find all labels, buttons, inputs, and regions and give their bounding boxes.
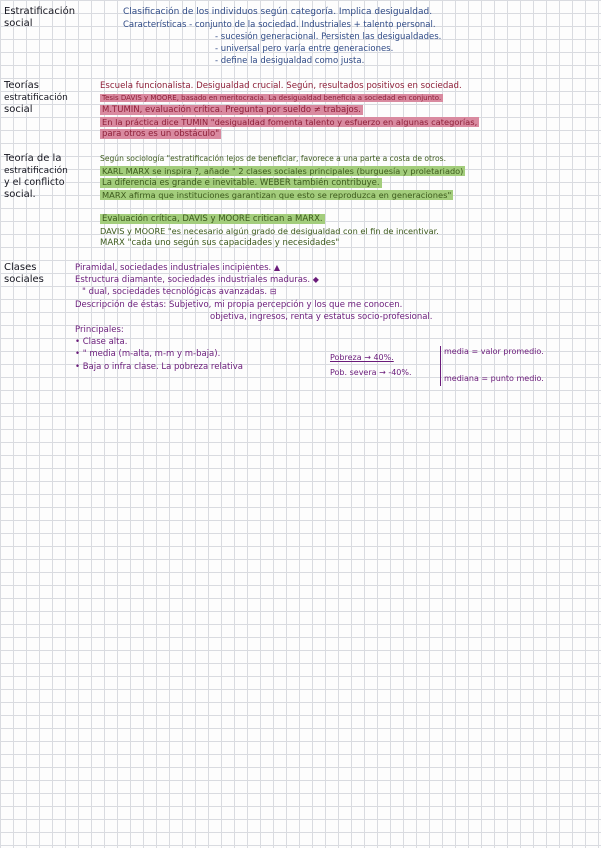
note-line: Piramidal, sociedades industriales incipientes. [75,263,272,273]
heading-line: Teoría de la [4,153,62,164]
heading-line: social. [4,189,36,200]
pyramid-icon: ▲ [273,263,281,272]
highlighted-note: En la práctica dice TUMIN "desigualdad fomenta talento y esfuerzo en algunas categorías, [102,117,478,127]
note-line: • " media (m-alta, m-m y m-baja). [75,349,221,359]
highlighted-note: Evaluación crítica, DAVIS y MOORE critican a MARX. [102,214,323,224]
media-definition: media = valor promedio. [444,347,544,356]
note-line: - universal pero varía entre generaciones. [215,44,394,54]
heading-line: estratificación [4,166,68,176]
heading-line: social [4,18,33,29]
note-line: Escuela funcionalista. Desigualdad crucial. Según, resultados positivos en sociedad. [100,81,462,91]
note-line: • Baja o infra clase. La pobreza relativa [75,362,243,372]
note-line: Principales: [75,325,124,335]
note-line: DAVIS y MOORE "es necesario algún grado de desigualdad con el fin de incentivar. [100,226,439,236]
highlighted-note: para otros es un obstáculo" [102,129,220,139]
note-line: • Clase alta. [75,337,128,347]
pobreza-severa-label: Pob. severa → -40%. [330,368,412,377]
note-line: objetiva, ingresos, renta y estatus socio-profesional. [210,312,433,322]
highlighted-note: La diferencia es grande e inevitable. WEBER también contribuye. [102,178,380,188]
heading-line: estratificación [4,93,68,103]
note-line: - define la desigualdad como justa. [215,56,365,66]
note-line: Estructura diamante, sociedades industriales maduras. [75,275,311,285]
heading-line: social [4,104,33,115]
highlighted-note: KARL MARX se inspira ?, añade " 2 clases sociales principales (burguesía y proletariado) [102,166,464,176]
diamond-icon: ◆ [312,275,319,284]
note-line: MARX "cada uno según sus capacidades y necesidades" [100,238,340,248]
note-line: Clasificación de los individuos según categoría. Implica desigualdad. [123,7,433,17]
note-line: Según sociología "estratificación lejos de beneficiar, favorece a una parte a costa de otros. [100,154,446,163]
heading-line: y el conflicto [4,177,65,188]
highlighted-note: Tesis DAVIS y MOORE, basado en meritocracia. La desigualdad beneficia a sociedad en conjunto. [102,94,442,102]
bracket-divider [440,346,441,386]
heading-line: Estratificación [4,6,76,17]
pobreza-label: Pobreza → 40%. [330,353,394,362]
heading-line: Teorías [4,80,39,91]
dual-shape-icon: ⊟ [269,287,277,296]
highlighted-note: M.TUMIN, evaluación crítica. Pregunta por sueldo ≠ trabajos. [102,105,361,115]
heading-line: sociales [4,274,44,285]
mediana-definition: mediana = punto medio. [444,374,544,383]
note-line: - sucesión generacional. Persisten las desigualdades. [215,32,442,42]
note-line: " dual, sociedades tecnológicas avanzadas. [82,287,268,297]
note-line: Descripción de éstas: Subjetivo, mi propia percepción y los que me conocen. [75,300,403,310]
highlighted-note: MARX afirma que instituciones garantizan que esto se reproduzca en generaciones" [102,190,452,200]
note-line: Características - conjunto de la sociedad. Industriales + talento personal. [123,20,436,30]
heading-line: Clases [4,262,37,273]
